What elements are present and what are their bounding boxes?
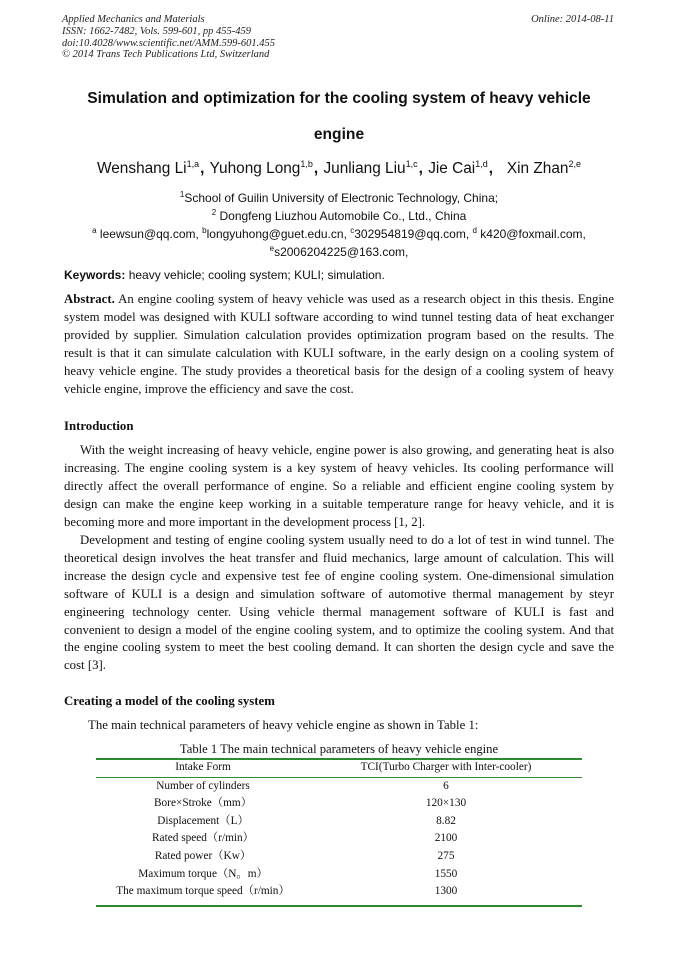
table-cell: 120×130 (425, 797, 467, 810)
parameters-table (96, 759, 582, 901)
table-row (96, 795, 582, 813)
author-name: Jie Cai$^{1,d}$ (428, 159, 488, 177)
abstract (64, 291, 614, 398)
author-name: Wenshang Li$^{1,a}$ (97, 159, 200, 177)
paper-title-line-1: Simulation and optimization for the cooling system of heavy vehicle (87, 90, 591, 107)
author-list: Wenshang Li$^{1,a}$, Yuhong Long$^{1,b}$, Junliang Liu$^{1,c}$, Jie Cai$^{1,d}$, Xin Zhan$^{2,e}$ (97, 159, 581, 177)
introduction-paragraph-1: With the weight increasing of heavy vehicle, engine power is also growing, and generating heat is also increasing. The engine cooling system is a key system of heavy vehicles. Its cooling performance will directly affect the overall performance of engine. So a reliable and efficient engine cooling system by design can make the engine keep working in a suitable temperature range for heavy vehicle, and it is becoming more and more important in the development process [1, 2]. (64, 443, 614, 529)
abstract-text: An engine cooling system of heavy vehicle was used as a research object in this thesis. Engine system model was designed with KULI software according to wind tunnel testing data of heat exchanger provided by supplier. Simulation calculation provides optimization program based on the results. The result is that it can simulate calculation with KULI software, in the early design on a cooling system of heavy vehicle engine. The study provides a theoretical basis for the design of a cooling system of heavy vehicle engine, improve the efficiency and save the cost. (64, 292, 614, 396)
table-cell: 275 (437, 849, 455, 862)
journal-header (62, 14, 275, 61)
abstract-label: Abstract. (64, 292, 115, 306)
table-cell: 6 (443, 779, 449, 792)
table-caption: Table 1 The main technical parameters of heavy vehicle engine (179, 742, 499, 756)
table-row (96, 848, 582, 866)
table-cell: Number of cylinders (156, 779, 250, 792)
introduction-paragraph-2: Development and testing of engine cooling system usually need to do a lot of test in wind tunnel. The theoretical design involves the heat transfer and fluid mechanics, large amount of calculation. This will increase the design cycle and expensive test fee of engine cooling system. One-dimensional simulation software of KULI is a design and simulation software of automotive thermal management by steyr engineering technology center. Using vehicle thermal management software of KULI is fast and convenient to design a model of the engine cooling system, and to optimize the cooling system. And that the engine cooling system to meet the best cooling demand. It can shorten the design cycle and save the cost [3]. (64, 533, 614, 673)
affiliation-1: $^1$School of Guilin University of Electronic Technology, China; (179, 190, 499, 205)
author-email-e: $^e$s2006204225@163.com, (269, 244, 409, 259)
journal-name: Applied Mechanics and Materials (62, 14, 205, 25)
table-row (96, 813, 582, 831)
table-header-cell: TCI(Turbo Charger with Inter-cooler) (310, 759, 582, 777)
author-name: Xin Zhan$^{2,e}$ (506, 159, 581, 177)
table-cell: 8.82 (436, 814, 456, 827)
table-bottom-rule (96, 905, 582, 907)
model-section-heading: Creating a model of the cooling system (64, 694, 275, 708)
table-cell: Bore×Stroke（mm） (154, 797, 252, 810)
table-cell: Rated power（Kw） (154, 849, 252, 862)
table-cell: 1550 (434, 867, 458, 880)
table-row (96, 883, 582, 901)
table-cell: 2100 (434, 832, 458, 845)
online-date: Online: 2014-08-11 (531, 14, 614, 25)
author-name: Yuhong Long$^{1,b}$ (209, 159, 313, 177)
model-section-text: The main technical parameters of heavy vehicle engine as shown in Table 1: (88, 718, 479, 732)
author-emails: $^a$ leewsun@qq.com, $^b$longyuhong@guet.edu.cn, $^c$302954819@qq.com, $^d$ k420@foxmail.com, (92, 226, 586, 241)
table-row (96, 830, 582, 848)
table-cell: Displacement（L） (157, 814, 249, 827)
paper-title-line-2: engine (313, 126, 365, 143)
table-cell: Rated speed（r/min） (152, 832, 254, 845)
copyright-line: © 2014 Trans Tech Publications Ltd, Switzerland (62, 49, 270, 61)
doi-line: doi:10.4028/www.scientific.net/AMM.599-601.455 (62, 37, 275, 49)
table-cell: The maximum torque speed（r/min） (116, 885, 290, 898)
table-row (96, 777, 582, 795)
table-cell: Maximum torque（N。m） (138, 867, 268, 880)
introduction-heading: Introduction (64, 419, 134, 433)
table-header-row (96, 759, 582, 777)
table-row (96, 866, 582, 884)
table-cell: 1300 (434, 885, 458, 898)
affiliation-2: $^2$ Dongfeng Liuzhou Automobile Co., Ltd., China (211, 208, 467, 223)
table-header-cell: Intake Form (96, 759, 310, 777)
author-name: Junliang Liu$^{1,c}$ (323, 159, 418, 177)
issn-line: ISSN: 1662-7482, Vols. 599-601, pp 455-459 (62, 25, 251, 37)
keywords-text: heavy vehicle; cooling system; KULI; simulation. (125, 268, 385, 282)
keywords-label: Keywords: (64, 268, 126, 282)
keywords (64, 268, 385, 282)
